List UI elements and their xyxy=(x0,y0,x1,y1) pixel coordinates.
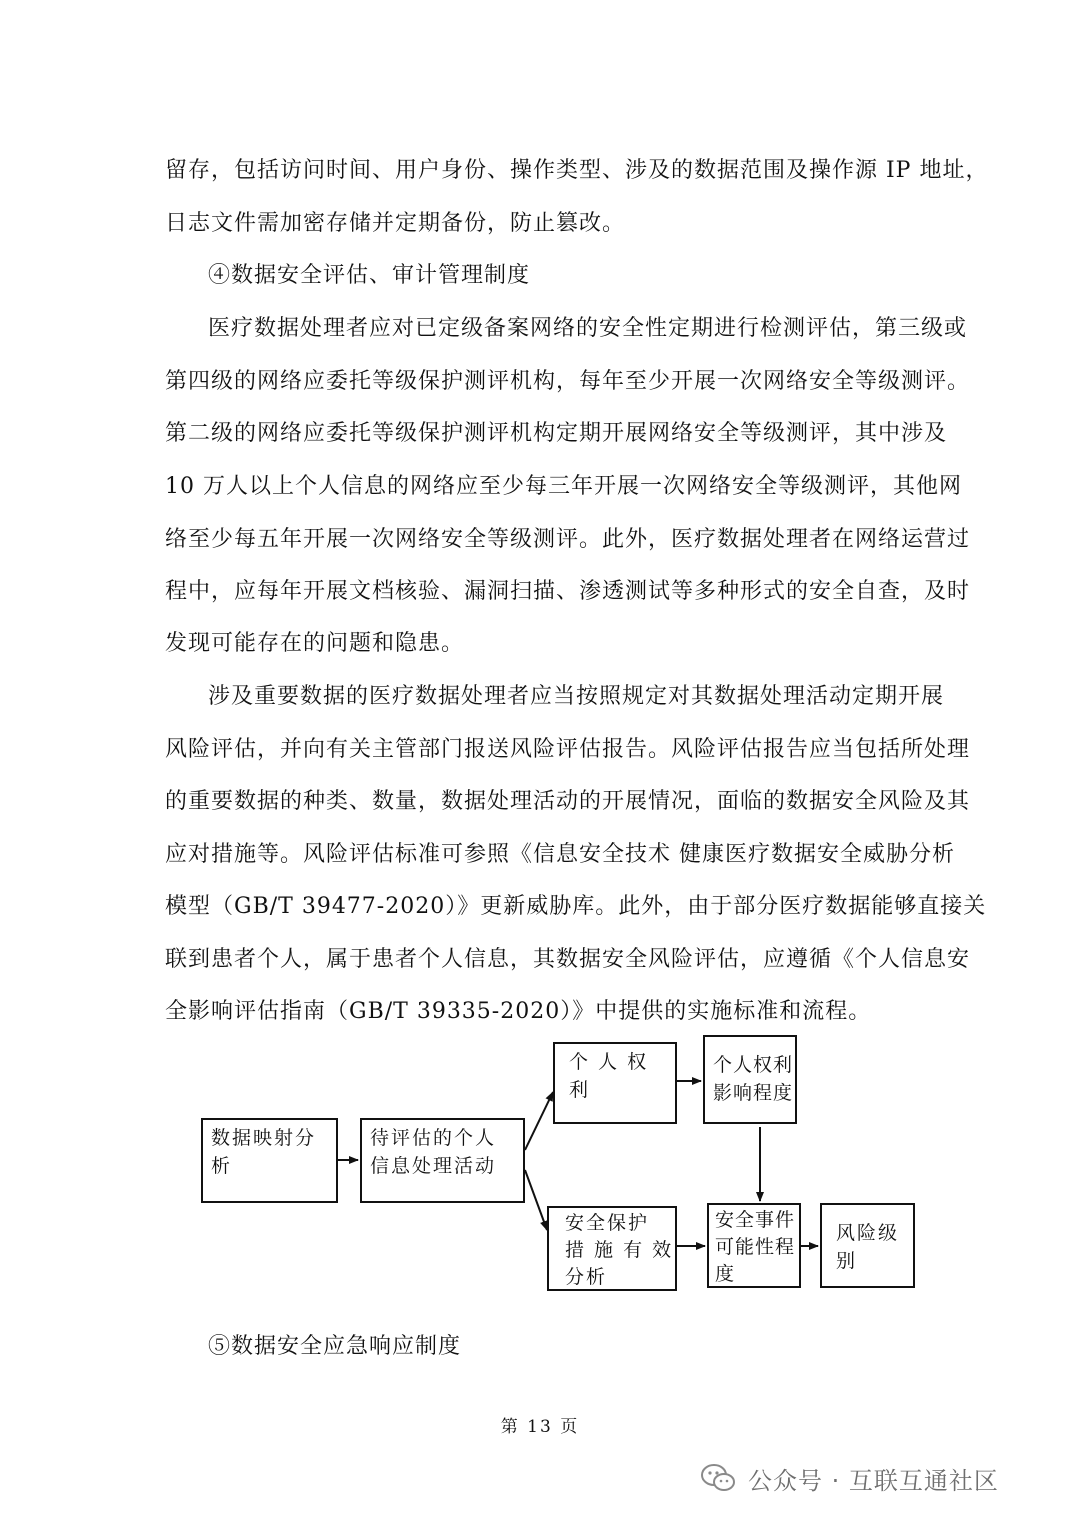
box-label: 数据映射分 xyxy=(211,1127,317,1149)
text-line: 涉及重要数据的医疗数据处理者应当按照规定对其数据处理活动定期开展 xyxy=(208,684,945,709)
box-label: 安全事件 xyxy=(715,1209,796,1231)
text-line: 程中，应每年开展文档核验、漏洞扫描、渗透测试等多种形式的安全自查，及时 xyxy=(165,579,971,604)
box-label: 风险级 xyxy=(836,1222,900,1244)
box-label: 安全保护 xyxy=(565,1212,650,1234)
watermark-text: 公众号 · 互联互通社区 xyxy=(748,1466,999,1495)
diagram-box-event-likelihood xyxy=(707,1203,801,1288)
diagram-box-safeguards xyxy=(547,1206,677,1291)
text-line: 留存，包括访问时间、用户身份、操作类型、涉及的数据范围及操作源 IP 地址， xyxy=(165,158,989,183)
text-line: 第二级的网络应委托等级保护测评机构定期开展网络安全等级测评，其中涉及 xyxy=(165,421,948,446)
box-label: 待评估的个人 xyxy=(370,1127,497,1149)
text-line: 第四级的网络应委托等级保护测评机构，每年至少开展一次网络安全等级测评。 xyxy=(165,369,971,394)
box-label: 可能性程 xyxy=(715,1236,796,1258)
diagram-box-risk-level xyxy=(820,1203,915,1288)
text-line: 的重要数据的种类、数量，数据处理活动的开展情况，面临的数据安全风险及其 xyxy=(165,789,971,814)
text-line: 风险评估，并向有关主管部门报送风险评估报告。风险评估报告应当包括所处理 xyxy=(165,737,971,762)
box-label: 信息处理活动 xyxy=(370,1155,497,1177)
diagram-box-pending-activity xyxy=(360,1118,525,1203)
diagram-box-data-mapping xyxy=(201,1118,338,1203)
section-heading-4: ④数据安全评估、审计管理制度 xyxy=(208,263,531,288)
text-line: 联到患者个人，属于患者个人信息，其数据安全风险评估，应遵循《个人信息安 xyxy=(165,947,971,972)
text-line: 发现可能存在的问题和隐患。 xyxy=(165,631,465,656)
box-label: 个 人 权 xyxy=(569,1051,649,1073)
page-number: 第 13 页 xyxy=(500,1417,580,1437)
wechat-icon xyxy=(700,1463,736,1493)
diagram-box-personal-rights xyxy=(553,1042,677,1124)
text-line: 全影响评估指南（GB/T 39335-2020）》中提供的实施标准和流程。 xyxy=(165,999,872,1024)
box-label: 影响程度 xyxy=(713,1082,794,1104)
text-line: 模型（GB/T 39477-2020）》更新威胁库。此外，由于部分医疗数据能够直接关 xyxy=(165,894,987,919)
box-label: 析 xyxy=(211,1155,233,1177)
watermark xyxy=(700,1458,999,1498)
box-label: 措 施 有 效 xyxy=(565,1239,674,1261)
arrow-activity-to-rights xyxy=(525,1092,553,1150)
text-line: 日志文件需加密存储并定期备份，防止篡改。 xyxy=(165,211,626,236)
text-line: 医疗数据处理者应对已定级备案网络的安全性定期进行检测评估，第三级或 xyxy=(208,316,968,341)
arrow-activity-to-safeguards xyxy=(525,1170,547,1230)
section-heading-5: ⑤数据安全应急响应制度 xyxy=(208,1334,462,1359)
box-label: 利 xyxy=(569,1079,591,1101)
text-line: 应对措施等。风险评估标准可参照《信息安全技术 健康医疗数据安全威胁分析 xyxy=(165,842,955,867)
diagram-box-rights-impact xyxy=(703,1035,797,1124)
box-label: 分析 xyxy=(565,1266,608,1288)
box-label: 别 xyxy=(836,1250,858,1272)
box-label: 个人权利 xyxy=(713,1054,794,1076)
box-label: 度 xyxy=(715,1263,736,1285)
text-line: 10 万人以上个人信息的网络应至少每三年开展一次网络安全等级测评，其他网 xyxy=(165,474,962,499)
text-line: 络至少每五年开展一次网络安全等级测评。此外，医疗数据处理者在网络运营过 xyxy=(165,527,971,552)
